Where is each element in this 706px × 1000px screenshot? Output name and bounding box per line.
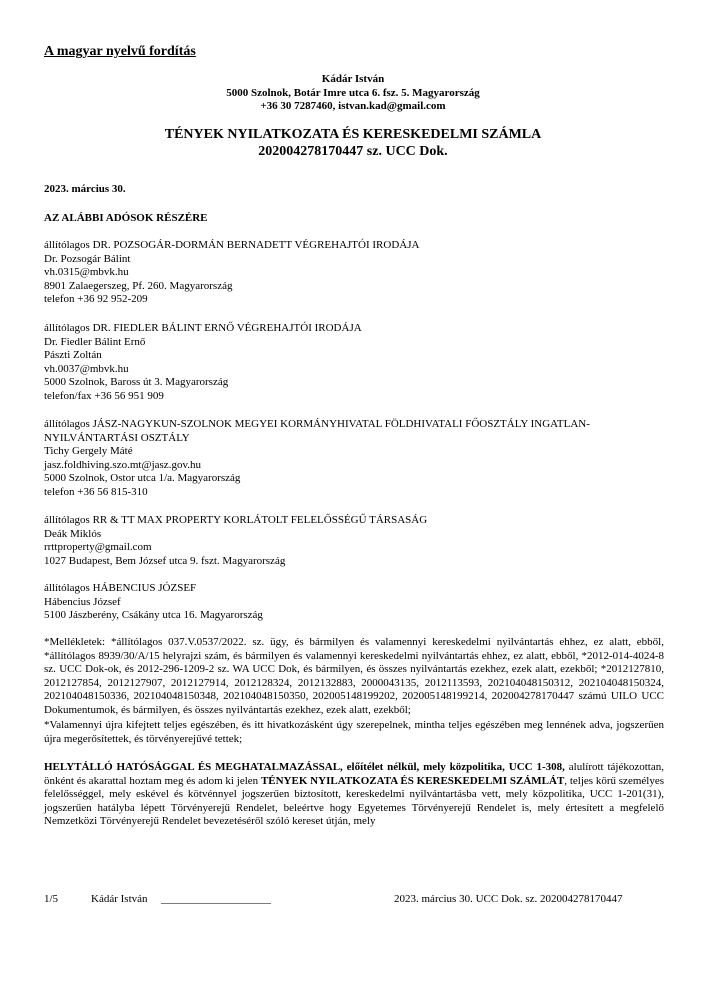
addressee-title: AZ ALÁBBI ADÓSOK RÉSZÉRE [44, 212, 208, 224]
debtor-line: 1027 Budapest, Bem József utca 9. fszt. Magyarország [44, 554, 286, 567]
debtor-line: 8901 Zalaegerszeg, Pf. 260. Magyarország [44, 279, 233, 292]
debtor-line: telefon +36 92 952-209 [44, 293, 148, 305]
debtor-line: állítólagos DR. FIEDLER BÁLINT ERNŐ VÉGREHAJTÓI IRODÁJA [44, 322, 362, 334]
sender-address: 5000 Szolnok, Botár Imre utca 6. fsz. 5. Magyarország [226, 86, 480, 99]
declaration-text-cont: , teljes körű személyes felelősséggel, mely eskével és kötvénnyel jogszerűen biztosított, kereskedelmi nyilvántartásba vett, mely közpolitika, UCC 1-201(31), jogszerűen hatályba lépett Törvényerejű Rendelet, beleértve hogy Egyetemes Törvényerejű Rendelet is, mely értesített a megfelelő Nemzetközi Törvényerejű Rendelet bevezetéséről szóló kereset útján, mely [44, 774, 664, 827]
document-title [0, 127, 706, 160]
footer-signer: Kádár István [91, 893, 148, 905]
debtor-line: telefon/fax +36 56 951 909 [44, 389, 164, 402]
debtor-line: állítólagos RR & TT MAX PROPERTY KORLÁTOLT FELELŐSSÉGŰ TÁRSASÁG [44, 514, 428, 526]
incorporation-paragraph: *Valamennyi újra kifejtett teljes egészében, és itt hivatkozásként úgy szerepelnek, mintha teljes egészében meg lennének adva, jogszerűen újra megerősítettek, és törvényerejűvé tettek; [44, 719, 664, 745]
document-date: 2023. március 30. [44, 183, 126, 195]
debtor-block-5 [44, 582, 664, 623]
sender-header [0, 73, 706, 114]
debtor-email: vh.0037@mbvk.hu [44, 362, 129, 375]
debtor-line: 5000 Szolnok, Ostor utca 1/a. Magyarország [44, 472, 241, 484]
translation-heading: A magyar nyelvű fordítás [44, 44, 196, 59]
debtor-line: állítólagos JÁSZ-NAGYKUN-SZOLNOK MEGYEI KORMÁNYHIVATAL FÖLDHIVATALI FŐOSZTÁLY INGATLAN- [44, 418, 590, 430]
sender-contact: +36 30 7287460, istvan.kad@gmail.com [260, 100, 446, 112]
debtor-block-2 [44, 322, 664, 403]
footer-reference: 2023. március 30. UCC Dok. sz. 202004278170447 [394, 893, 623, 905]
page-number: 1/5 [44, 893, 59, 905]
debtor-line: Dr. Pozsogár Bálint [44, 252, 131, 265]
debtor-line: NYILVÁNTARTÁSI OSZTÁLY [44, 431, 190, 444]
debtor-block-3 [44, 418, 664, 499]
debtor-line: állítólagos HÁBENCIUS JÓZSEF [44, 582, 197, 594]
debtor-line: 5000 Szolnok, Baross út 3. Magyarország [44, 376, 229, 388]
declaration-paragraph [44, 761, 664, 829]
declaration-text: alulírott tájékozottan, önként és akarattal hoztam meg és adom ki jelen [44, 761, 664, 787]
sender-name: Kádár István [321, 73, 385, 85]
debtor-block-1 [44, 239, 664, 307]
declaration-bold-lead: HELYTÁLLÓ HATÓSÁGGAL ÉS MEGHATALMAZÁSSAL, előítélet nélkül, mely közpolitika, UCC 1-308, [44, 761, 565, 773]
debtor-line: Pászti Zoltán [44, 349, 102, 361]
title-line-2: 202004278170447 sz. UCC Dok. [258, 143, 448, 159]
debtor-email: jasz.foldhiving.szo.mt@jasz.gov.hu [44, 458, 201, 471]
debtor-line: telefon +36 56 815-310 [44, 485, 148, 498]
debtor-line: 5100 Jászberény, Csákány utca 16. Magyarország [44, 609, 263, 621]
title-line-1: TÉNYEK NYILATKOZATA ÉS KERESKEDELMI SZÁMLA [164, 127, 542, 142]
debtor-email: rrttproperty@gmail.com [44, 541, 152, 553]
attachments-paragraph: *Mellékletek: *állítólagos 037.V.0537/2022. sz. ügy, és bármilyen és valamennyi kereskedelmi nyilvántartás ehhez, ez alatt, ebből, *állítólagos 8939/30/A/15 helyrajzi szám, és bármilyen és valamennyi kereskedelmi nyilvántartás ehhez, ez alatt, ebből, *2012-014-4024-8 sz. UCC Dok-ok, és 2012-296-1209-2 sz. WA UCC Dok, és bármilyen, és összes nyilvántartás ezekhez, ezek alatt, ezekből; *2012127810, 2012127854, 2012127907, 2012127914, 2012128324, 2012132883, 2000043135, 2012113593, 202104048150312, 202104048150324, 202104048150336, 202104048150348, 202104048150350, 202005148199202, 202005148199214, 202004278170447 számú UILO UCC Dokumentumok, és bármilyen, és összes nyilvántartás ezekhez, ezek alatt, ezekből; [44, 636, 664, 716]
debtor-block-4 [44, 514, 664, 568]
debtor-email: vh.0315@mbvk.hu [44, 266, 129, 278]
declaration-bold-title: TÉNYEK NYILATKOZATA ÉS KERESKEDELMI SZÁMLÁT [260, 774, 565, 787]
debtor-line: Tichy Gergely Máté [44, 445, 133, 457]
debtor-line: állítólagos DR. POZSOGÁR-DORMÁN BERNADETT VÉGREHAJTÓI IRODÁJA [44, 239, 420, 251]
debtor-line: Dr. Fiedler Bálint Ernő [44, 335, 146, 348]
debtor-line: Hábencius József [44, 595, 121, 608]
signature-line: ____________________ [161, 893, 271, 905]
debtor-line: Deák Miklós [44, 527, 102, 540]
